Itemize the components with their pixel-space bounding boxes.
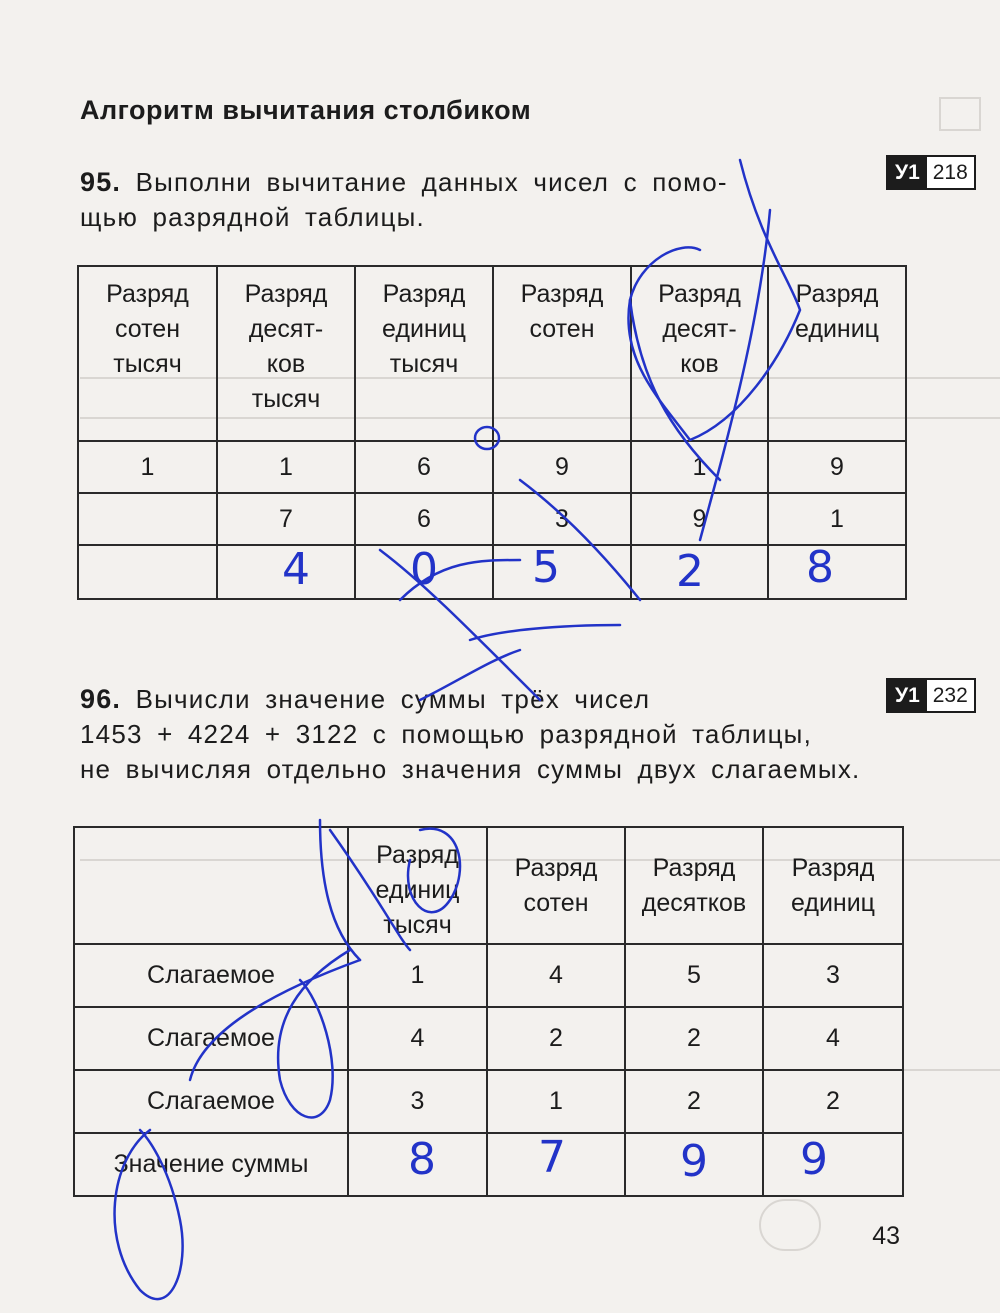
table-cell: 1 <box>768 493 906 545</box>
table-row <box>74 1070 903 1133</box>
header-hundred-thousands <box>78 266 217 441</box>
table-cell: 2 <box>763 1070 903 1133</box>
table-cell: 3 <box>493 493 631 545</box>
handwritten-digit: 4 <box>282 544 310 595</box>
header-line: тысяч <box>113 350 182 378</box>
handwritten-digit: 8 <box>408 1134 436 1185</box>
table-row <box>74 944 903 1007</box>
header-empty <box>74 827 348 944</box>
table-cell: 2 <box>625 1070 763 1133</box>
header-units <box>768 266 906 441</box>
header-hundreds <box>487 827 625 944</box>
table-cell <box>78 493 217 545</box>
table-cell: 2 <box>487 1007 625 1070</box>
row-label: Слагаемое <box>74 944 348 1007</box>
task-text-line: 1453 + 4224 + 3122 с помощью разрядной таблицы, <box>80 719 812 749</box>
table-row <box>78 493 906 545</box>
handwritten-digit: 9 <box>680 1136 708 1187</box>
header-line: ков <box>680 350 719 378</box>
page-number: 43 <box>872 1222 900 1250</box>
table-cell: 1 <box>631 441 768 493</box>
header-line: единиц <box>375 876 460 904</box>
table-header-row <box>74 827 903 944</box>
badge-ref: 218 <box>927 157 974 188</box>
header-tens <box>625 827 763 944</box>
header-line: Разряд <box>791 853 875 882</box>
badge-ref: 232 <box>927 680 974 711</box>
header-line: Разряд <box>658 280 741 308</box>
header-line: сотен <box>523 888 589 917</box>
handwritten-digit: 7 <box>538 1132 566 1183</box>
header-line: тысяч <box>251 385 321 413</box>
task-text-line: щью разрядной таблицы. <box>80 202 425 232</box>
table-cell: 2 <box>625 1007 763 1070</box>
task-95-text <box>80 165 728 235</box>
table-row <box>74 1007 903 1070</box>
handwritten-digit: 8 <box>806 542 834 593</box>
row-label: Слагаемое <box>74 1070 348 1133</box>
table-row <box>78 441 906 493</box>
task-text-line: Вычисли значение суммы трёх чисел <box>135 684 651 714</box>
section-title: Алгоритм вычитания столбиком <box>80 95 532 125</box>
header-ten-thousands <box>217 266 355 441</box>
badge-level: У1 <box>888 680 927 711</box>
handwritten-digit: 5 <box>532 542 560 593</box>
place-value-table-96 <box>73 826 904 1197</box>
handwritten-digit: 0 <box>410 544 438 595</box>
header-line: десятков <box>641 888 747 917</box>
header-line: сотен <box>114 315 180 343</box>
table-cell: 1 <box>487 1070 625 1133</box>
header-line: тысяч <box>383 911 452 939</box>
header-tens <box>631 266 768 441</box>
header-thousands <box>355 266 493 441</box>
table-cell: 1 <box>78 441 217 493</box>
table-cell: 9 <box>768 441 906 493</box>
table-cell: 5 <box>625 944 763 1007</box>
table-cell: 3 <box>763 944 903 1007</box>
header-line: десят- <box>662 315 737 343</box>
header-line: единиц <box>795 315 879 343</box>
answer-cell[interactable] <box>763 1133 903 1196</box>
table-cell: 4 <box>348 1007 487 1070</box>
header-thousands <box>348 827 487 944</box>
answer-row[interactable] <box>78 545 906 599</box>
header-line: Разряд <box>376 841 459 869</box>
table-cell: 9 <box>493 441 631 493</box>
badge-level: У1 <box>888 157 927 188</box>
header-line: единиц <box>791 888 875 917</box>
place-value-table-95 <box>77 265 907 600</box>
header-line: Разряд <box>382 280 466 308</box>
table-cell: 1 <box>217 441 355 493</box>
row-label: Слагаемое <box>74 1007 348 1070</box>
header-line: Разряд <box>652 853 736 882</box>
header-line: Разряд <box>106 280 189 308</box>
row-label: Значение суммы <box>74 1133 348 1196</box>
header-units <box>763 827 903 944</box>
task-number: 95. <box>80 167 122 197</box>
handwritten-digit: 9 <box>800 1134 828 1185</box>
header-line: Разряд <box>244 280 328 308</box>
table-cell: 1 <box>348 944 487 1007</box>
header-line: единиц <box>382 315 466 343</box>
header-line: Разряд <box>514 853 598 882</box>
answer-cell[interactable] <box>768 542 906 599</box>
header-line: Разряд <box>520 280 604 308</box>
task-number: 96. <box>80 684 122 714</box>
table-cell: 6 <box>355 441 493 493</box>
header-hundreds <box>493 266 631 441</box>
sum-row[interactable] <box>74 1133 903 1196</box>
header-line: сотен <box>529 315 595 343</box>
header-line: тысяч <box>389 350 459 378</box>
task-text-line: Выполни вычитание данных чисел с помо- <box>135 167 728 197</box>
level-badge <box>886 155 976 190</box>
table-cell: 6 <box>355 493 493 545</box>
table-header-row <box>78 266 906 441</box>
handwritten-digit: 2 <box>676 546 704 597</box>
level-badge <box>886 678 976 713</box>
table-cell: 4 <box>763 1007 903 1070</box>
table-cell: 7 <box>217 493 355 545</box>
task-96-text <box>80 682 860 787</box>
header-line: Разряд <box>795 280 879 308</box>
answer-cell[interactable] <box>78 545 217 599</box>
header-line: десят- <box>248 315 324 343</box>
table-cell: 3 <box>348 1070 487 1133</box>
table-cell: 4 <box>487 944 625 1007</box>
task-text-line: не вычисляя отдельно значения суммы двух слагаемых. <box>80 754 861 784</box>
answer-cell[interactable] <box>493 542 631 599</box>
header-line: ков <box>266 350 306 378</box>
table-cell: 9 <box>631 493 768 545</box>
